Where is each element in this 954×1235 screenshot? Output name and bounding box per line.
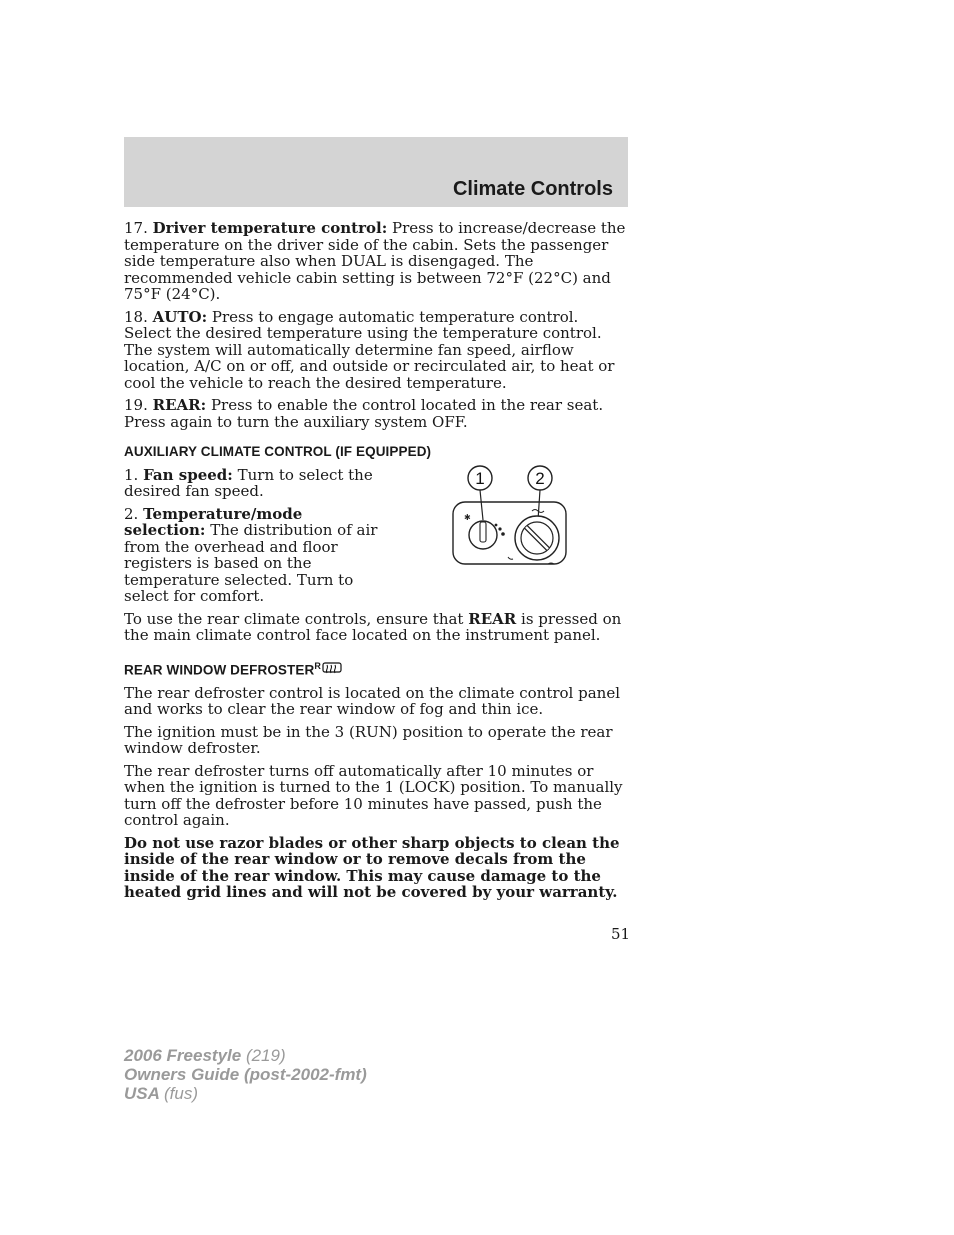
page-content xyxy=(124,220,630,907)
item-18: 18. AUTO: Press to engage automatic temperature control. Select the desired temperature using the temperature control. The system will automatically determine fan speed, airflow location, A/C on or off, and outside or recirculated air, to heat or cool the vehicle to reach the desired temperature. xyxy=(124,307,615,392)
section-title: Climate Controls xyxy=(452,178,613,200)
fan-icon: ✱ xyxy=(464,512,471,522)
item-17: 17. Driver temperature control: Press to increase/decrease the temperature on the driver side of the cabin. Sets the passenger side temperature also when DUAL is disengaged. The recommended vehicle cabin setting is between 72°F (22°C) and 75°F (24°C). xyxy=(124,219,626,303)
item-19: 19. REAR: Press to enable the control located in the rear seat. Press again to turn the auxiliary system OFF. xyxy=(124,396,604,431)
defroster-warning: Do not use razor blades or other sharp objects to clean the inside of the rear window or to remove decals from the inside of the rear window. This may cause damage to the heated grid lines and will not be covered by your warranty. xyxy=(124,833,620,901)
header-band xyxy=(124,137,628,207)
callout-2: 2 xyxy=(535,468,545,488)
defroster-heading: REAR WINDOW $DEFROSTER^R$ xyxy=(124,658,630,679)
callout-1: 1 xyxy=(475,468,485,488)
rear-note: To use the rear climate controls, ensure that REAR is pressed on the main climate control face located on the instrument panel. xyxy=(124,609,622,644)
page-number: 51 xyxy=(611,925,631,943)
aux-item-1: 1. Fan speed: Turn to select the desired fan speed. xyxy=(124,465,373,500)
defroster-paragraph-1: The rear defroster control is located on the climate control panel and works to clear the rear window of fog and thin ice. xyxy=(124,683,621,718)
defroster-paragraph-3: The rear defroster turns off automatically after 10 minutes or when the ignition is turned to the 1 (LOCK) position. To manually turn off the defroster before 10 minutes have passed, push the control again. xyxy=(124,761,623,829)
aux-control-figure xyxy=(450,465,570,570)
aux-heading: AUXILIARY CLIMATE CONTROL (IF EQUIPPED) xyxy=(124,444,432,459)
aux-item-2: 2. Temperature/mode selection: The distribution of air from the overhead and floor registers is based on the temperature selected. Turn to select for comfort. xyxy=(124,504,378,605)
rear-defrost-icon xyxy=(322,662,342,676)
defroster-paragraph-2: The ignition must be in the 3 (RUN) position to operate the rear window defroster. xyxy=(124,722,613,757)
document-footer: 2006 Freestyle (219) Owners Guide (post-2002-fmt) USA (fus) xyxy=(124,1046,367,1103)
